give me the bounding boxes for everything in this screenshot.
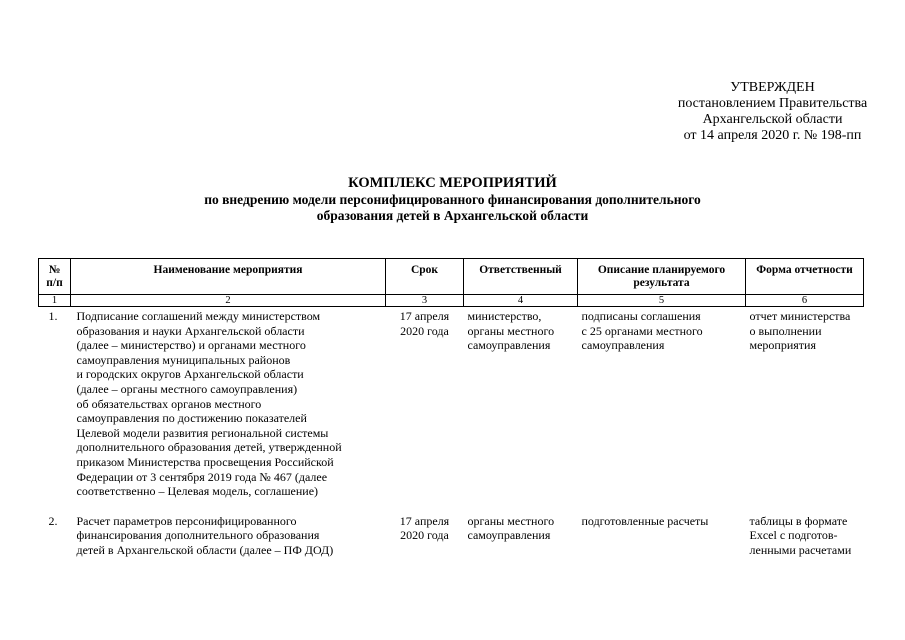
approval-stamp (640, 80, 905, 144)
approval-title: УТВЕРЖДЕН (730, 80, 815, 95)
row-result: подготовленные расчеты (581, 513, 709, 528)
row-result: подписаны соглашения с 25 органами местного самоуправления (581, 309, 703, 353)
column-number: 2 (71, 295, 386, 307)
row-report: отчет министерства о выполнении мероприятия (749, 309, 851, 353)
row-number: 1. (48, 309, 58, 323)
column-number: 1 (39, 295, 71, 307)
document-title (120, 175, 785, 224)
title-sub-line-2: образования детей в Архангельской области (316, 208, 589, 223)
events-table (38, 258, 864, 557)
approval-region: Архангельской области (702, 112, 843, 127)
title-sub-line-1: по внедрению модели персонифицированного финансирования дополнительного (204, 192, 701, 207)
table-row (39, 512, 864, 558)
header-term: Срок (386, 259, 464, 295)
row-event-name: Расчет параметров персонифицированного финансирования дополнительного образования детей в Архангельской области (далее – ПФ ДОД) (76, 513, 334, 557)
column-number: 4 (464, 295, 578, 307)
column-number: 6 (746, 295, 864, 307)
row-report: таблицы в формате Excel с подготов- ленными расчетами (749, 513, 852, 557)
table-header-row (39, 259, 864, 295)
row-event-name: Подписание соглашений между министерством образования и науки Архангельской области (далее – министерство) и органами местного самоуправления муниципальных районов и городских округов Архангельской области (далее – органы местного самоуправления) об обязательствах органов местного самоуправления по достижению показателей Целевой модели развития региональной системы дополнительного образования детей, утвержденной приказом Министерства просвещения Российской Федерации от 3 сентября 2019 года № 467 (далее соответственно – Целевая модель, соглашение) (76, 309, 342, 499)
approval-decree: постановлением Правительства (677, 96, 868, 111)
row-responsible: министерство, органы местного самоуправления (467, 309, 555, 353)
title-main: КОМПЛЕКС МЕРОПРИЯТИЙ (348, 175, 557, 191)
header-result: Описание планируемого результата (578, 259, 746, 295)
approval-date: от 14 апреля 2020 г. № 198-пп (683, 128, 862, 143)
column-number-row (39, 295, 864, 307)
header-report: Форма отчетности (746, 259, 864, 295)
column-number: 3 (386, 295, 464, 307)
header-num: № п/п (39, 259, 71, 295)
column-number: 5 (578, 295, 746, 307)
header-name: Наименование мероприятия (71, 259, 386, 295)
row-term: 17 апреля 2020 года (399, 513, 450, 543)
row-number: 2. (48, 513, 58, 528)
row-responsible: органы местного самоуправления (467, 513, 555, 543)
row-term: 17 апреля 2020 года (399, 309, 450, 338)
table-row (39, 307, 864, 512)
header-responsible: Ответственный (464, 259, 578, 295)
